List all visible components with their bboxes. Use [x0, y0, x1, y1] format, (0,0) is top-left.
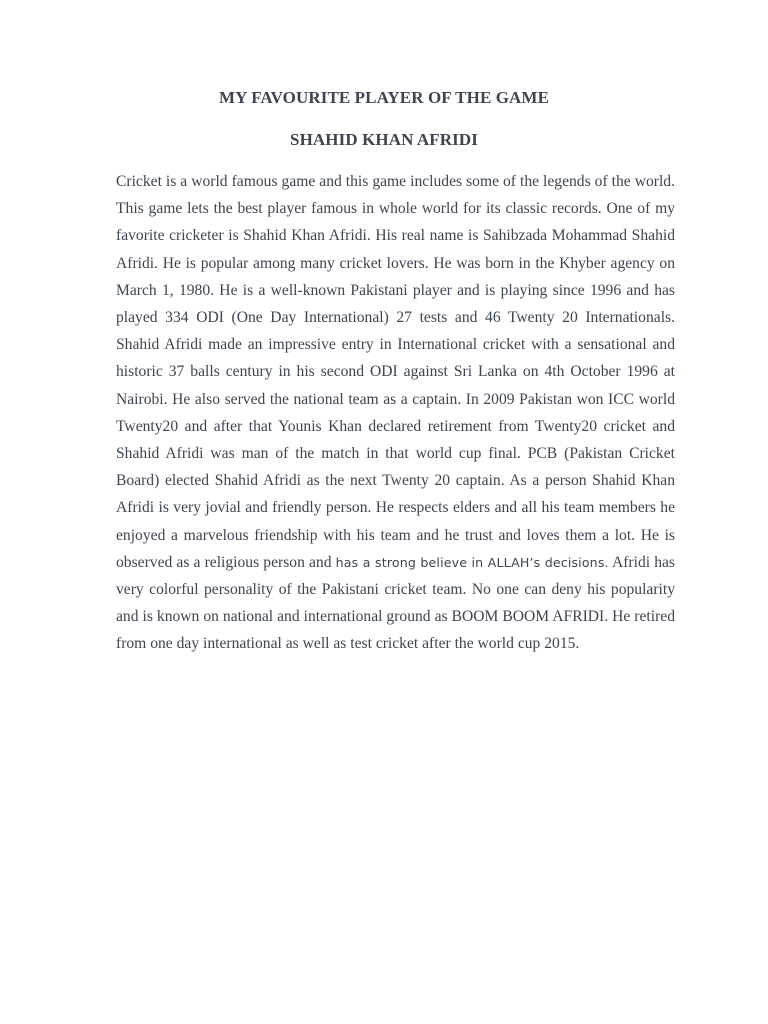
paragraph-text-part3: Afridi has very colorful personality of the Pakistani cricket team. No one can deny his popularity and is known on national and international ground as BOOM BOOM AFRIDI. He retired from one day international as well as test cricket after the world cup 2015.	[116, 553, 675, 653]
document-title: MY FAVOURITE PLAYER OF THE GAME	[218, 88, 550, 107]
paragraph-text-part1: Cricket is a world famous game and this game includes some of the legends of the world. This game lets the best player famous in whole world for its classic records. One of my favorite cricketer is Shahid Khan Afridi. His real name is Sahibzada Mohammad Shahid Afridi. He is popular among many cricket lovers. He was born in the Khyber agency on March 1, 1980. He is a well-known Pakistani player and is playing since 1996 and has played 334 ODI (One Day International) 27 tests and 46 Twenty 20 Internationals. Shahid Afridi made an impressive entry in International cricket with a sensational and historic 37 balls century in his second ODI against Sri Lanka on 4th October 1996 at Nairobi. He also served the national team as a captain. In 2009 Pakistan won ICC world Twenty20 and after that Younis Khan declared retirement from Twenty20 cricket and Shahid Afridi was man of the match in that world cup final. PCB (Pakistan Cricket Board) elected Shahid Afridi as the next Twenty 20 captain. As a person Shahid Khan Afridi is very jovial and friendly person. He respects elders and all his team members he enjoyed a marvelous friendship with his team and he trust and loves them a lot. He is observed as a religious person and	[116, 173, 675, 571]
document-subtitle: SHAHID KHAN AFRIDI	[290, 130, 478, 149]
body-paragraph	[116, 168, 675, 658]
paragraph-text-part2: has a strong believe in ALLAH’s decisions.	[335, 554, 609, 570]
